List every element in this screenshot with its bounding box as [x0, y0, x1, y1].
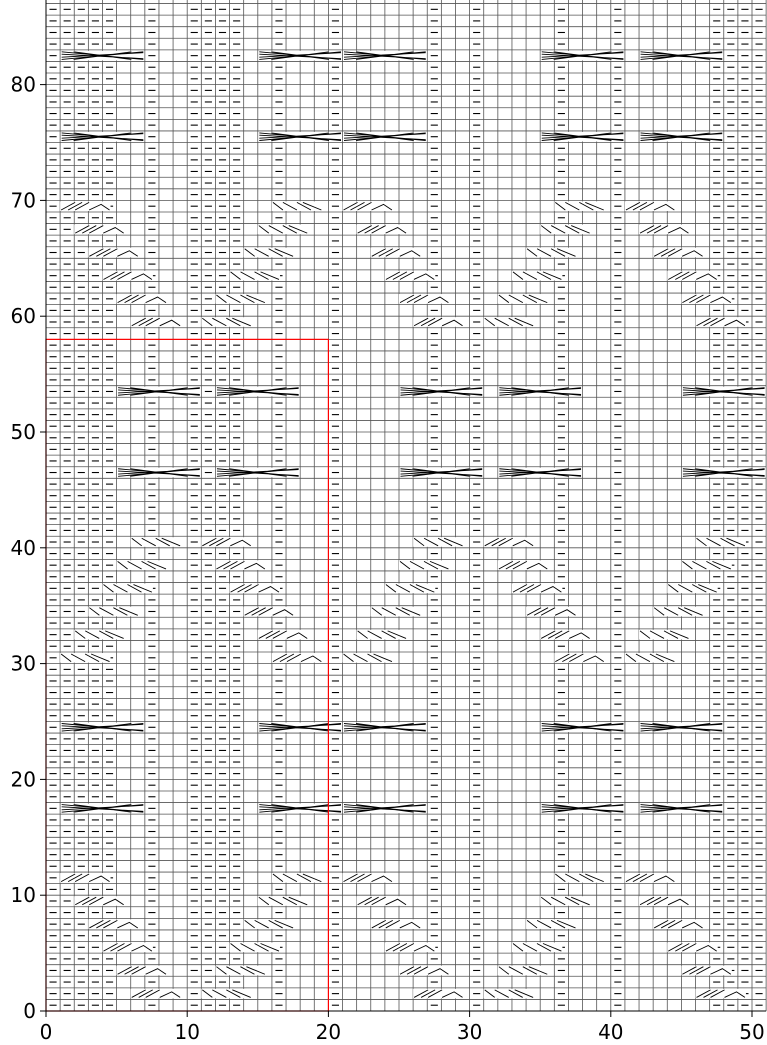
- y-tick-label: 70: [10, 188, 36, 213]
- cable-cross-small: [343, 873, 393, 883]
- cable-cross-small: [102, 271, 152, 281]
- cable-cross-wide: [117, 387, 201, 397]
- cable-cross-wide: [61, 723, 145, 733]
- cable-cross-small: [88, 919, 138, 929]
- cable-cross-small: [201, 989, 251, 999]
- cable-cross-wide: [61, 804, 145, 814]
- cable-cross-small: [131, 317, 181, 327]
- cable-cross-small: [244, 919, 294, 929]
- cable-cross-wide: [61, 132, 145, 142]
- cable-cross-small: [385, 584, 435, 594]
- cable-cross-wide: [541, 51, 625, 61]
- cable-cross-small: [371, 248, 421, 258]
- cable-cross-small: [681, 966, 731, 976]
- cable-cross-wide: [258, 51, 342, 61]
- cable-cross-small: [343, 201, 393, 211]
- cable-cross-wide: [541, 132, 625, 142]
- cable-cross-small: [667, 271, 717, 281]
- cable-cross-small: [512, 943, 562, 953]
- cable-cross-small: [498, 294, 548, 304]
- cable-cross-wide: [541, 804, 625, 814]
- cable-cross-small: [554, 201, 604, 211]
- cable-cross-small: [117, 294, 167, 304]
- cable-cross-wide: [640, 132, 724, 142]
- cable-cross-small: [696, 317, 746, 327]
- cable-cross-small: [371, 919, 421, 929]
- cable-cross-small: [131, 537, 181, 547]
- y-tick-label: 30: [10, 651, 36, 676]
- cable-cross-wide: [640, 723, 724, 733]
- cable-cross-wide: [216, 387, 300, 397]
- cable-cross-small: [385, 271, 435, 281]
- cable-cross-small: [102, 584, 152, 594]
- cable-cross-wide: [117, 468, 201, 478]
- y-tick-label: 80: [10, 72, 36, 97]
- cable-cross-wide: [640, 51, 724, 61]
- y-tick-label: 50: [10, 420, 36, 444]
- cable-cross-wide: [343, 51, 427, 61]
- cable-cross-small: [639, 225, 689, 235]
- cable-cross-small: [625, 873, 675, 883]
- cable-cross-small: [74, 630, 124, 640]
- cable-cross-wide: [640, 804, 724, 814]
- cable-cross-small: [215, 294, 265, 304]
- cable-cross-small: [258, 225, 308, 235]
- cable-cross-wide: [498, 387, 582, 397]
- cable-cross-small: [526, 919, 576, 929]
- x-tick-label: 10: [174, 1020, 200, 1044]
- x-tick-label: 50: [739, 1020, 765, 1044]
- cable-cross-small: [540, 896, 590, 906]
- cable-cross-small: [484, 989, 534, 999]
- cable-cross-small: [357, 896, 407, 906]
- y-tick-label: 0: [23, 999, 36, 1023]
- cable-cross-small: [230, 943, 280, 953]
- cable-cross-small: [244, 607, 294, 617]
- cable-cross-small: [215, 560, 265, 570]
- cable-cross-small: [244, 248, 294, 258]
- cable-cross-small: [201, 537, 251, 547]
- cable-cross-small: [74, 225, 124, 235]
- cable-cross-small: [60, 201, 110, 211]
- x-tick-label: 30: [456, 1020, 483, 1044]
- cable-cross-small: [540, 630, 590, 640]
- cable-cross-small: [512, 271, 562, 281]
- x-tick-label: 0: [39, 1020, 53, 1044]
- cable-cross-small: [498, 560, 548, 570]
- cable-cross-small: [526, 607, 576, 617]
- cable-cross-small: [60, 873, 110, 883]
- x-tick-label: 40: [598, 1020, 624, 1044]
- cable-cross-wide: [216, 468, 300, 478]
- cable-cross-small: [272, 873, 322, 883]
- cable-cross-wide: [400, 387, 484, 397]
- cable-cross-wide: [61, 51, 145, 61]
- cable-cross-small: [272, 653, 322, 663]
- cable-cross-small: [526, 248, 576, 258]
- cable-cross-wide: [258, 804, 342, 814]
- cable-cross-small: [554, 653, 604, 663]
- cable-cross-small: [215, 966, 265, 976]
- y-tick-label: 10: [10, 883, 36, 908]
- cable-cross-small: [399, 560, 449, 570]
- cable-cross-small: [681, 294, 731, 304]
- cable-cross-small: [230, 271, 280, 281]
- cable-cross-small: [653, 919, 703, 929]
- cable-cross-wide: [682, 468, 766, 478]
- cable-cross-small: [385, 943, 435, 953]
- cable-cross-small: [343, 653, 393, 663]
- cable-cross-small: [258, 896, 308, 906]
- y-tick-label: 20: [10, 767, 36, 792]
- cable-cross-small: [60, 653, 110, 663]
- y-tick-label: 60: [10, 304, 36, 329]
- cable-cross-small: [696, 989, 746, 999]
- cable-cross-small: [117, 560, 167, 570]
- cable-cross-small: [117, 966, 167, 976]
- cable-cross-wide: [343, 723, 427, 733]
- cable-cross-small: [272, 201, 322, 211]
- cable-cross-small: [498, 966, 548, 976]
- cable-cross-small: [413, 989, 463, 999]
- cable-cross-wide: [541, 723, 625, 733]
- cable-cross-small: [413, 317, 463, 327]
- cable-cross-small: [357, 225, 407, 235]
- cable-cross-small: [131, 989, 181, 999]
- cable-cross-small: [88, 607, 138, 617]
- cable-cross-wide: [343, 132, 427, 142]
- cable-cross-small: [554, 873, 604, 883]
- y-tick-label: 40: [10, 535, 36, 560]
- cable-cross-small: [639, 630, 689, 640]
- cable-cross-small: [653, 248, 703, 258]
- cable-cross-small: [625, 653, 675, 663]
- x-tick-label: 20: [315, 1020, 342, 1044]
- cable-cross-small: [102, 943, 152, 953]
- cable-cross-small: [399, 294, 449, 304]
- cable-cross-small: [696, 537, 746, 547]
- cable-cross-small: [653, 607, 703, 617]
- cable-cross-small: [399, 966, 449, 976]
- cable-cross-small: [371, 607, 421, 617]
- cable-cross-small: [484, 537, 534, 547]
- cable-cross-wide: [498, 468, 582, 478]
- cable-cross-small: [413, 537, 463, 547]
- cable-cross-small: [258, 630, 308, 640]
- cable-cross-small: [540, 225, 590, 235]
- cable-cross-small: [681, 560, 731, 570]
- cable-cross-wide: [682, 387, 766, 397]
- cable-cross-small: [201, 317, 251, 327]
- cable-cross-small: [512, 584, 562, 594]
- cable-cross-small: [639, 896, 689, 906]
- cable-cross-small: [625, 201, 675, 211]
- cable-cross-wide: [258, 723, 342, 733]
- cable-cross-wide: [258, 132, 342, 142]
- cable-cross-small: [357, 630, 407, 640]
- cable-cross-small: [667, 584, 717, 594]
- cable-cross-wide: [400, 468, 484, 478]
- cable-cross-small: [74, 896, 124, 906]
- cable-cross-small: [667, 943, 717, 953]
- cable-cross-small: [484, 317, 534, 327]
- cable-cross-small: [230, 584, 280, 594]
- cable-cross-wide: [343, 804, 427, 814]
- cable-cross-small: [88, 248, 138, 258]
